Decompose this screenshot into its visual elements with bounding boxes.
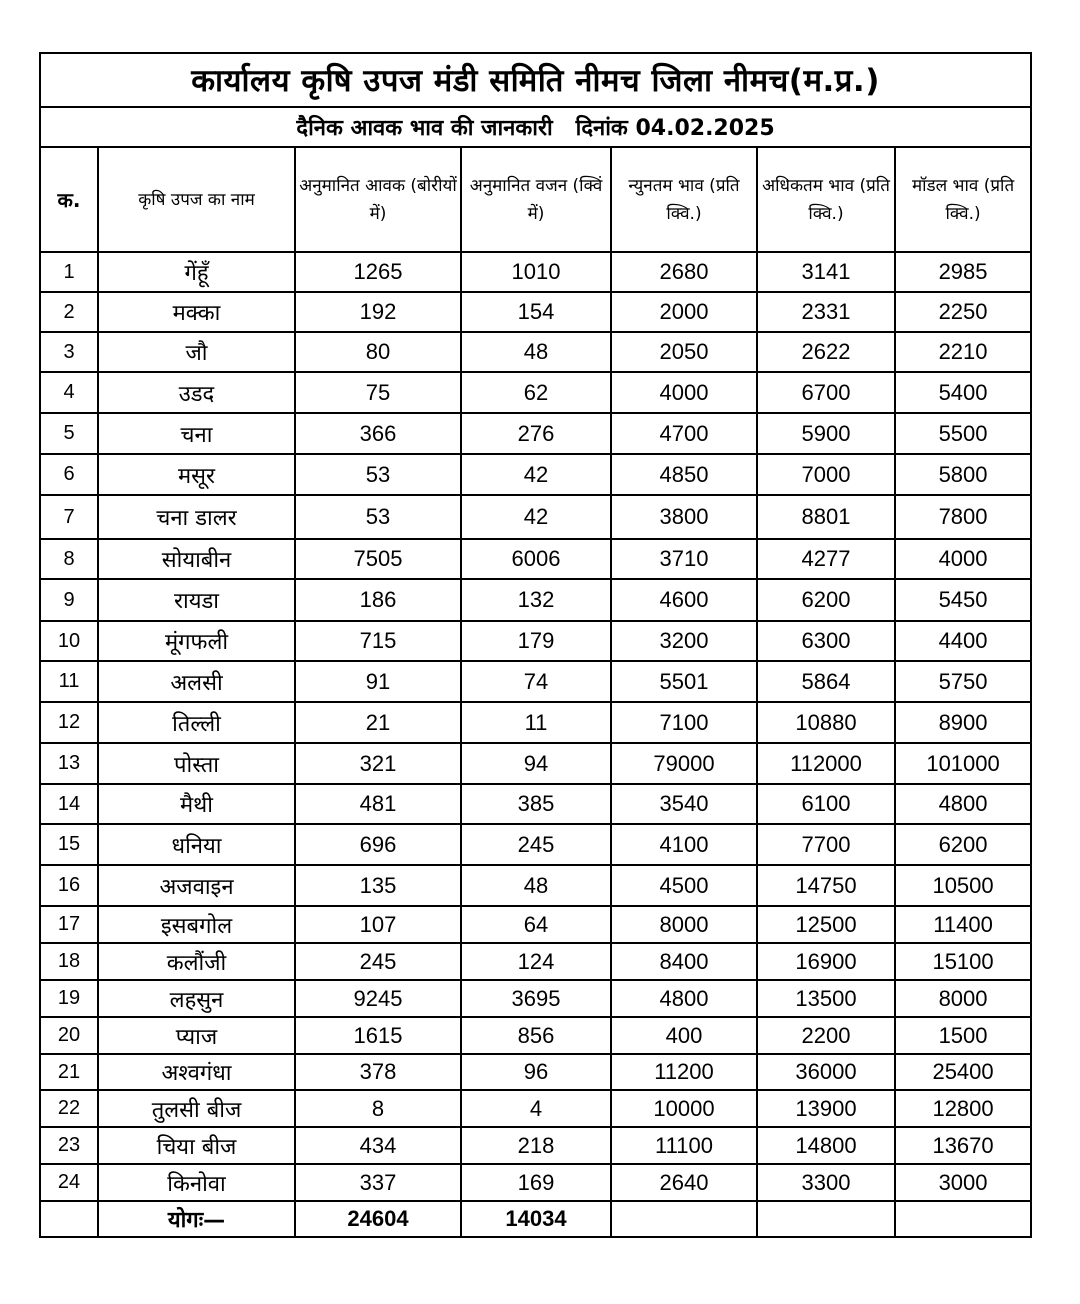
table-row <box>40 784 1031 824</box>
crop-name-cell: कलौंजी <box>98 943 295 980</box>
arrival-bags-cell: 9245 <box>295 980 461 1017</box>
max-price-cell: 2331 <box>757 292 895 332</box>
serial-cell: 9 <box>40 579 98 621</box>
table-row <box>40 332 1031 372</box>
table-row <box>40 865 1031 906</box>
crop-name-cell: मसूर <box>98 454 295 495</box>
min-price-cell: 400 <box>611 1017 757 1054</box>
arrival-bags-cell: 91 <box>295 661 461 702</box>
arrival-bags-cell: 192 <box>295 292 461 332</box>
arrival-bags-cell: 715 <box>295 621 461 661</box>
arrival-bags-cell: 75 <box>295 372 461 413</box>
document-title: कार्यालय कृषि उपज मंडी समिति नीमच जिला नीमच(म.प्र.) <box>40 53 1031 107</box>
crop-name-cell: मक्का <box>98 292 295 332</box>
max-price-cell: 4277 <box>757 539 895 579</box>
weight-cell: 856 <box>461 1017 611 1054</box>
modal-price-cell: 4800 <box>895 784 1031 824</box>
max-price-cell: 13900 <box>757 1090 895 1127</box>
serial-cell: 23 <box>40 1127 98 1164</box>
total-row <box>40 1201 1031 1237</box>
serial-cell: 4 <box>40 372 98 413</box>
min-price-cell: 5501 <box>611 661 757 702</box>
table-row <box>40 454 1031 495</box>
modal-price-cell: 4000 <box>895 539 1031 579</box>
weight-cell: 179 <box>461 621 611 661</box>
total-empty-min <box>611 1201 757 1237</box>
modal-price-cell: 11400 <box>895 906 1031 943</box>
serial-cell: 6 <box>40 454 98 495</box>
serial-cell: 13 <box>40 743 98 784</box>
crop-name-cell: पोस्ता <box>98 743 295 784</box>
crop-name-cell: मूंगफली <box>98 621 295 661</box>
modal-price-cell: 5800 <box>895 454 1031 495</box>
max-price-cell: 2200 <box>757 1017 895 1054</box>
crop-name-cell: चिया बीज <box>98 1127 295 1164</box>
modal-price-cell: 25400 <box>895 1054 1031 1090</box>
table-row <box>40 413 1031 454</box>
serial-cell: 19 <box>40 980 98 1017</box>
crop-name-cell: उडद <box>98 372 295 413</box>
total-empty-max <box>757 1201 895 1237</box>
crop-name-cell: तिल्ली <box>98 702 295 743</box>
serial-cell: 18 <box>40 943 98 980</box>
table-row <box>40 292 1031 332</box>
weight-cell: 62 <box>461 372 611 413</box>
max-price-cell: 6700 <box>757 372 895 413</box>
weight-cell: 154 <box>461 292 611 332</box>
min-price-cell: 2000 <box>611 292 757 332</box>
header-crop-name: कृषि उपज का नाम <box>98 147 295 252</box>
max-price-cell: 14750 <box>757 865 895 906</box>
min-price-cell: 4800 <box>611 980 757 1017</box>
max-price-cell: 6100 <box>757 784 895 824</box>
crop-name-cell: प्याज <box>98 1017 295 1054</box>
min-price-cell: 2640 <box>611 1164 757 1201</box>
crop-name-cell: चना <box>98 413 295 454</box>
weight-cell: 4 <box>461 1090 611 1127</box>
max-price-cell: 36000 <box>757 1054 895 1090</box>
crop-name-cell: गेंहूँ <box>98 252 295 292</box>
weight-cell: 11 <box>461 702 611 743</box>
serial-cell: 2 <box>40 292 98 332</box>
weight-cell: 94 <box>461 743 611 784</box>
serial-cell: 11 <box>40 661 98 702</box>
min-price-cell: 79000 <box>611 743 757 784</box>
header-max-price: अधिकतम भाव (प्रति क्वि.) <box>757 147 895 252</box>
max-price-cell: 112000 <box>757 743 895 784</box>
weight-cell: 245 <box>461 824 611 865</box>
arrival-bags-cell: 1265 <box>295 252 461 292</box>
weight-cell: 48 <box>461 865 611 906</box>
arrival-bags-cell: 245 <box>295 943 461 980</box>
serial-cell: 7 <box>40 495 98 539</box>
max-price-cell: 14800 <box>757 1127 895 1164</box>
min-price-cell: 7100 <box>611 702 757 743</box>
max-price-cell: 8801 <box>757 495 895 539</box>
crop-name-cell: अलसी <box>98 661 295 702</box>
header-min-price: न्युनतम भाव (प्रति क्वि.) <box>611 147 757 252</box>
crop-name-cell: अजवाइन <box>98 865 295 906</box>
min-price-cell: 11100 <box>611 1127 757 1164</box>
weight-cell: 385 <box>461 784 611 824</box>
serial-cell: 8 <box>40 539 98 579</box>
table-row <box>40 252 1031 292</box>
serial-cell: 17 <box>40 906 98 943</box>
serial-cell: 12 <box>40 702 98 743</box>
crop-name-cell: किनोवा <box>98 1164 295 1201</box>
crop-name-cell: इसबगोल <box>98 906 295 943</box>
weight-cell: 96 <box>461 1054 611 1090</box>
max-price-cell: 13500 <box>757 980 895 1017</box>
table-row <box>40 980 1031 1017</box>
modal-price-cell: 5400 <box>895 372 1031 413</box>
weight-cell: 169 <box>461 1164 611 1201</box>
table-row <box>40 621 1031 661</box>
max-price-cell: 6300 <box>757 621 895 661</box>
max-price-cell: 12500 <box>757 906 895 943</box>
arrival-bags-cell: 321 <box>295 743 461 784</box>
max-price-cell: 6200 <box>757 579 895 621</box>
weight-cell: 1010 <box>461 252 611 292</box>
arrival-bags-cell: 135 <box>295 865 461 906</box>
arrival-bags-cell: 8 <box>295 1090 461 1127</box>
crop-name-cell: धनिया <box>98 824 295 865</box>
serial-cell: 20 <box>40 1017 98 1054</box>
max-price-cell: 16900 <box>757 943 895 980</box>
total-bags: 24604 <box>295 1201 461 1237</box>
max-price-cell: 3300 <box>757 1164 895 1201</box>
table-row <box>40 743 1031 784</box>
weight-cell: 42 <box>461 495 611 539</box>
min-price-cell: 11200 <box>611 1054 757 1090</box>
weight-cell: 218 <box>461 1127 611 1164</box>
header-serial: क. <box>40 147 98 252</box>
modal-price-cell: 5500 <box>895 413 1031 454</box>
min-price-cell: 2680 <box>611 252 757 292</box>
crop-name-cell: तुलसी बीज <box>98 1090 295 1127</box>
weight-cell: 64 <box>461 906 611 943</box>
modal-price-cell: 6200 <box>895 824 1031 865</box>
header-modal-price: मॉडल भाव (प्रति क्वि.) <box>895 147 1031 252</box>
total-weight: 14034 <box>461 1201 611 1237</box>
min-price-cell: 10000 <box>611 1090 757 1127</box>
serial-cell: 10 <box>40 621 98 661</box>
max-price-cell: 2622 <box>757 332 895 372</box>
serial-cell: 14 <box>40 784 98 824</box>
min-price-cell: 3800 <box>611 495 757 539</box>
arrival-bags-cell: 696 <box>295 824 461 865</box>
arrival-bags-cell: 21 <box>295 702 461 743</box>
header-row <box>40 147 1031 252</box>
max-price-cell: 5900 <box>757 413 895 454</box>
max-price-cell: 5864 <box>757 661 895 702</box>
serial-cell: 24 <box>40 1164 98 1201</box>
table-row <box>40 906 1031 943</box>
table-row <box>40 943 1031 980</box>
serial-cell: 16 <box>40 865 98 906</box>
weight-cell: 42 <box>461 454 611 495</box>
mandi-rate-table <box>39 52 1032 1238</box>
crop-name-cell: रायडा <box>98 579 295 621</box>
total-label: योगः— <box>98 1201 295 1237</box>
arrival-bags-cell: 337 <box>295 1164 461 1201</box>
weight-cell: 276 <box>461 413 611 454</box>
max-price-cell: 7000 <box>757 454 895 495</box>
crop-name-cell: अश्वगंधा <box>98 1054 295 1090</box>
modal-price-cell: 5750 <box>895 661 1031 702</box>
modal-price-cell: 15100 <box>895 943 1031 980</box>
total-empty-modal <box>895 1201 1031 1237</box>
table-row <box>40 661 1031 702</box>
modal-price-cell: 2250 <box>895 292 1031 332</box>
min-price-cell: 2050 <box>611 332 757 372</box>
arrival-bags-cell: 80 <box>295 332 461 372</box>
header-estimated-weight: अनुमानित वजन (क्विं में) <box>461 147 611 252</box>
max-price-cell: 10880 <box>757 702 895 743</box>
serial-cell: 5 <box>40 413 98 454</box>
weight-cell: 48 <box>461 332 611 372</box>
arrival-bags-cell: 481 <box>295 784 461 824</box>
modal-price-cell: 12800 <box>895 1090 1031 1127</box>
max-price-cell: 3141 <box>757 252 895 292</box>
arrival-bags-cell: 7505 <box>295 539 461 579</box>
modal-price-cell: 3000 <box>895 1164 1031 1201</box>
arrival-bags-cell: 378 <box>295 1054 461 1090</box>
weight-cell: 74 <box>461 661 611 702</box>
table-row <box>40 1017 1031 1054</box>
document-subtitle: दैनिक आवक भाव की जानकारी दिनांक 04.02.2025 <box>40 107 1031 147</box>
arrival-bags-cell: 53 <box>295 454 461 495</box>
weight-cell: 132 <box>461 579 611 621</box>
serial-cell: 21 <box>40 1054 98 1090</box>
min-price-cell: 4100 <box>611 824 757 865</box>
min-price-cell: 8000 <box>611 906 757 943</box>
table-row <box>40 1127 1031 1164</box>
min-price-cell: 4600 <box>611 579 757 621</box>
weight-cell: 3695 <box>461 980 611 1017</box>
arrival-bags-cell: 107 <box>295 906 461 943</box>
table-row <box>40 1164 1031 1201</box>
modal-price-cell: 7800 <box>895 495 1031 539</box>
arrival-bags-cell: 366 <box>295 413 461 454</box>
table-row <box>40 372 1031 413</box>
crop-name-cell: लहसुन <box>98 980 295 1017</box>
table-row <box>40 824 1031 865</box>
serial-cell: 15 <box>40 824 98 865</box>
crop-name-cell: जौ <box>98 332 295 372</box>
min-price-cell: 3710 <box>611 539 757 579</box>
modal-price-cell: 101000 <box>895 743 1031 784</box>
crop-name-cell: मैथी <box>98 784 295 824</box>
modal-price-cell: 1500 <box>895 1017 1031 1054</box>
table-row <box>40 579 1031 621</box>
table-row <box>40 1090 1031 1127</box>
serial-cell: 1 <box>40 252 98 292</box>
modal-price-cell: 13670 <box>895 1127 1031 1164</box>
total-empty-serial <box>40 1201 98 1237</box>
min-price-cell: 3540 <box>611 784 757 824</box>
min-price-cell: 8400 <box>611 943 757 980</box>
modal-price-cell: 10500 <box>895 865 1031 906</box>
arrival-bags-cell: 186 <box>295 579 461 621</box>
modal-price-cell: 2210 <box>895 332 1031 372</box>
arrival-bags-cell: 1615 <box>295 1017 461 1054</box>
table-row <box>40 539 1031 579</box>
table-row <box>40 495 1031 539</box>
min-price-cell: 4700 <box>611 413 757 454</box>
arrival-bags-cell: 53 <box>295 495 461 539</box>
table-row <box>40 1054 1031 1090</box>
modal-price-cell: 2985 <box>895 252 1031 292</box>
min-price-cell: 4500 <box>611 865 757 906</box>
min-price-cell: 4850 <box>611 454 757 495</box>
crop-name-cell: चना डालर <box>98 495 295 539</box>
weight-cell: 124 <box>461 943 611 980</box>
modal-price-cell: 4400 <box>895 621 1031 661</box>
min-price-cell: 3200 <box>611 621 757 661</box>
table-row <box>40 702 1031 743</box>
header-estimated-arrival: अनुमानित आवक (बोरीयों में) <box>295 147 461 252</box>
crop-name-cell: सोयाबीन <box>98 539 295 579</box>
serial-cell: 3 <box>40 332 98 372</box>
serial-cell: 22 <box>40 1090 98 1127</box>
modal-price-cell: 5450 <box>895 579 1031 621</box>
max-price-cell: 7700 <box>757 824 895 865</box>
min-price-cell: 4000 <box>611 372 757 413</box>
modal-price-cell: 8000 <box>895 980 1031 1017</box>
weight-cell: 6006 <box>461 539 611 579</box>
arrival-bags-cell: 434 <box>295 1127 461 1164</box>
modal-price-cell: 8900 <box>895 702 1031 743</box>
